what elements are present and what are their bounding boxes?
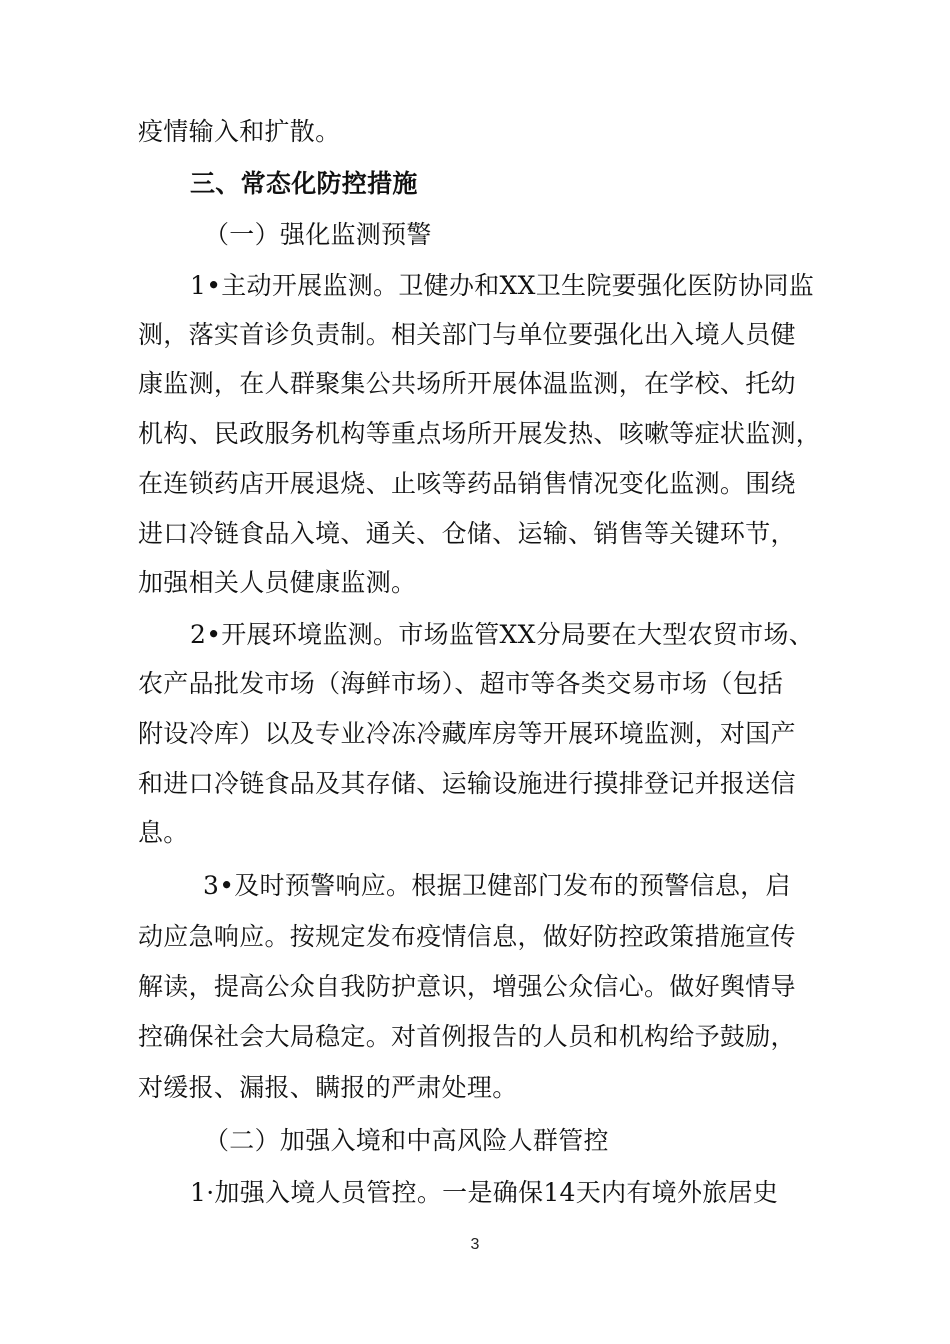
text-line: 解读，提高公众自我防护意识，增强公众信心。做好舆情导	[138, 972, 796, 1001]
text-line: 1·加强入境人员管控。一是确保14天内有境外旅居史	[190, 1178, 779, 1207]
text-line: 加强相关人员健康监测。	[138, 568, 417, 597]
text-line: 康监测，在人群聚集公共场所开展体温监测，在学校、托幼	[138, 369, 796, 398]
text-line: 对缓报、漏报、瞒报的严肃处理。	[138, 1073, 518, 1102]
section-heading: 三、常态化防控措施	[190, 169, 418, 198]
text-line: 1•主动开展监测。卫健办和XX卫生院要强化医防协同监	[190, 271, 815, 300]
subsection-heading: （一）强化监测预警	[204, 220, 432, 249]
text-line: 和进口冷链食品及其存储、运输设施进行摸排登记并报送信	[138, 769, 796, 798]
text-line: 农产品批发市场（海鲜市场）、超市等各类交易市场（包括	[138, 669, 784, 698]
text-line: 3•及时预警响应。根据卫健部门发布的预警信息，启	[203, 871, 791, 900]
text-line: 2•开展环境监测。市场监管XX分局要在大型农贸市场、	[190, 620, 815, 649]
text-line: 机构、民政服务机构等重点场所开展发热、咳嗽等症状监测，	[138, 419, 822, 448]
text-line: 附设冷库）以及专业冷冻冷藏库房等开展环境监测，对国产	[138, 719, 796, 748]
text-line: 控确保社会大局稳定。对首例报告的人员和机构给予鼓励，	[138, 1022, 796, 1051]
text-line: 测，落实首诊负责制。相关部门与单位要强化出入境人员健	[138, 320, 796, 349]
text-line: 息。	[138, 818, 189, 847]
text-line: 动应急响应。按规定发布疫情信息，做好防控政策措施宣传	[138, 922, 796, 951]
text-line: 进口冷链食品入境、通关、仓储、运输、销售等关键环节，	[138, 519, 796, 548]
subsection-heading: （二）加强入境和中高风险人群管控	[204, 1126, 609, 1155]
page-number: 3	[470, 1236, 480, 1253]
text-line: 疫情输入和扩散。	[138, 117, 341, 146]
text-line: 在连锁药店开展退烧、止咳等药品销售情况变化监测。围绕	[138, 469, 796, 498]
